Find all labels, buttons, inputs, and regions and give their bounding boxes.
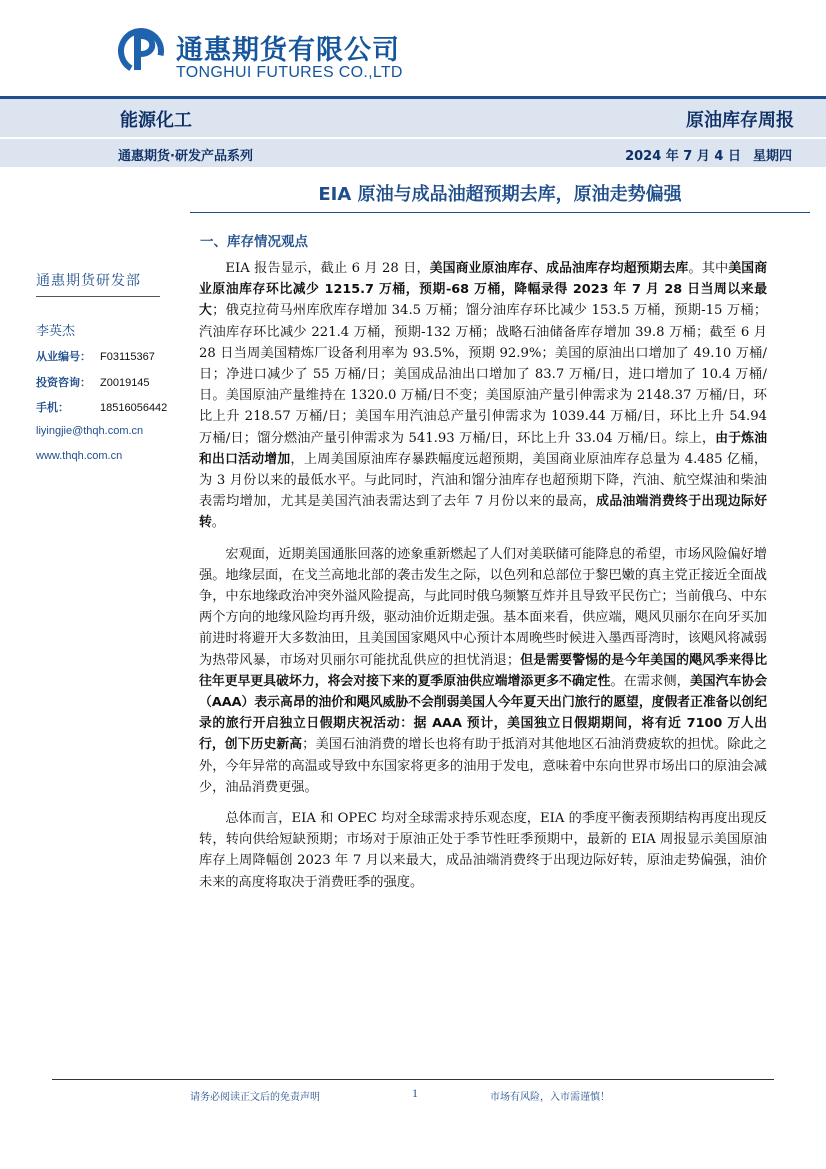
paragraph-summary xyxy=(199,808,767,893)
paragraph-macro-fundamentals xyxy=(199,544,767,798)
emphasis-text: 美国汽车协会（AAA）表示高昂的油价和飓风威胁不会削弱美国人今年夏天出门旅行的愿望，度假者正准备以创纪录的旅行开启独立日假期庆祝活动：据 AAA 预计，美国独立日假期期间，将有近 7100 万人出行，创下历史新高 xyxy=(199,673,768,753)
report-weekday: 星期四 xyxy=(752,149,792,164)
logo-company-name-en: TONGHUI FUTURES CO.,LTD xyxy=(176,64,403,81)
body-text: ，上周美国原油库存暴跌幅度远超预期，美国商业原油库存总量为 4.485 亿桶，为 3 月份以来的最低水平。与此同时，汽油和馏分油库存也超预期下降，汽油、航空煤油和柴油表需均增加，尤其是美国汽油表需达到了去年 7 月份以来的最高， xyxy=(199,451,768,510)
report-category: 能源化工 xyxy=(120,110,192,131)
emphasis-text: 成品油端消费终于出现边际好转 xyxy=(199,494,767,531)
emphasis-text: 但是需要警惕的是今年美国的飓风季来得比往年更早更具破坏力，将会对接下来的夏季原油供应端增添更多不确定性 xyxy=(199,652,768,689)
page-number: 1 xyxy=(412,1086,418,1100)
phone-label: 手机： xyxy=(36,401,69,414)
phone-row xyxy=(36,399,167,415)
footer-disclaimer: 请务必阅读正文后的免责声明 xyxy=(190,1092,320,1103)
body-text: ；美国石油消费的增长也将有助于抵消对其他地区石油消费疲软的担忧。除此之外，今年异常的高温或导致中东国家将更多的油用于发电，意味着中东向世界市场出口的原油会减少，油品消费更强。 xyxy=(199,737,768,795)
title-divider xyxy=(190,212,810,213)
analyst-email-link[interactable]: liyingjie@thqh.com.cn xyxy=(36,425,144,437)
footer-risk-notice: 市场有风险，入市需谨慎！ xyxy=(490,1092,610,1103)
body-text: EIA 报告显示，截止 6 月 28 日， xyxy=(225,261,430,276)
header-subband xyxy=(0,139,826,167)
body-text: 。其中 xyxy=(688,261,729,276)
emphasis-text: 由于炼油和出口活动增加 xyxy=(199,430,767,467)
report-series: 通惠期货·研发产品系列 xyxy=(118,149,253,164)
body-text: 总体而言，EIA 和 OPEC 均对全球需求持乐观态度，EIA 的季度平衡表预期结构再度出现反转，转向供给短缺预期；市场对于原油正处于季节性旺季预期中，最新的 EIA 周报显示美国原油库存上周降幅创 2023 年 7 月以来最大，成品油端消费终于出现边际好转，原油走势偏强，油价未来的高度将取决于消费旺季的强度。 xyxy=(199,811,767,890)
analyst-name: 李英杰 xyxy=(36,324,76,339)
sidebar-divider xyxy=(36,296,160,297)
sidebar-department: 通惠期货研发部 xyxy=(36,273,141,289)
advisory-label: 投资咨询： xyxy=(36,376,91,389)
report-type: 原油库存周报 xyxy=(686,110,794,131)
logo-company-name-cn: 通惠期货有限公司 xyxy=(176,35,400,66)
logo-emblem-icon xyxy=(116,24,166,78)
header-band xyxy=(0,99,826,137)
license-number: F03115367 xyxy=(100,351,155,363)
license-row xyxy=(36,348,155,364)
report-date: 2024 年 7 月 4 日 xyxy=(625,149,741,164)
report-body xyxy=(199,258,767,903)
license-label: 从业编号： xyxy=(36,350,91,363)
emphasis-text: 美国商业原油库存、成品油库存均超预期去库 xyxy=(429,261,689,276)
section-heading: 一、库存情况观点 xyxy=(200,234,308,250)
report-title: EIA 原油与成品油超预期去库，原油走势偏强 xyxy=(318,184,682,205)
phone-number: 18516056442 xyxy=(100,402,168,414)
body-text: 宏观面，近期美国通胀回落的迹象重新燃起了人们对美联储可能降息的希望，市场风险偏好增强。地缘层面，在戈兰高地北部的袭击发生之际，以色列和总部位于黎巴嫩的真主党正接近全面战争，中东地缘政治冲突外溢风险提高，与此同时俄乌频繁互炸并且导致平民伤亡；当前俄乌、中东两个方向的地缘风险均再升级，驱动油价近期走强。基本面来看，供应端，飓风贝丽尔在向牙买加前进时将避开大多数油田，且美国国家飓风中心预计本周晚些时候进入墨西哥湾时，该飓风将减弱为热带风暴，市场对贝丽尔可能扰乱供应的担忧消退； xyxy=(199,546,767,668)
body-text: ；俄克拉荷马州库欣库存增加 34.5 万桶；馏分油库存环比减少 153.5 万桶，预期-15 万桶；汽油库存环比减少 221.4 万桶，预期-132 万桶；战略石油储备库存增加 39.8 万桶；截至 6 月 28 日当周美国精炼厂设备利用率为 93.5%，预期 92.9%；美国的原油出口增加了 49.10 万桶/日；净进口减少了 55 万桶/日；美国成品油出口增加了 83.7 万桶/日，进口增加了 10.4 万桶/日。美国原油产量维持在 1320.0 万桶/日不变；美国原油产量引伸需求为 2148.37 万桶/日，环比上升 218.57 万桶/日；美国车用汽油总产量引伸需求为 1039.44 万桶/日，环比上升 54.94 万桶/日；馏分燃油产量引伸需求为 541.93 万桶/日，环比上升 33.04 万桶/日。综上， xyxy=(199,303,768,446)
website-link[interactable]: www.thqh.com.cn xyxy=(36,450,123,462)
footer-divider xyxy=(52,1079,774,1080)
body-text: 。 xyxy=(211,515,225,531)
advisory-row xyxy=(36,374,150,390)
company-logo xyxy=(116,24,406,86)
emphasis-text: 美国商业原油库存环比减少 1215.7 万桶，预期-68 万桶，降幅录得 2023 年 7 月 28 日当周以来最大 xyxy=(199,261,768,319)
advisory-number: Z0019145 xyxy=(100,377,150,389)
paragraph-eia-report xyxy=(199,258,767,534)
report-date-line xyxy=(625,145,792,164)
body-text: 。在需求侧， xyxy=(610,673,690,689)
